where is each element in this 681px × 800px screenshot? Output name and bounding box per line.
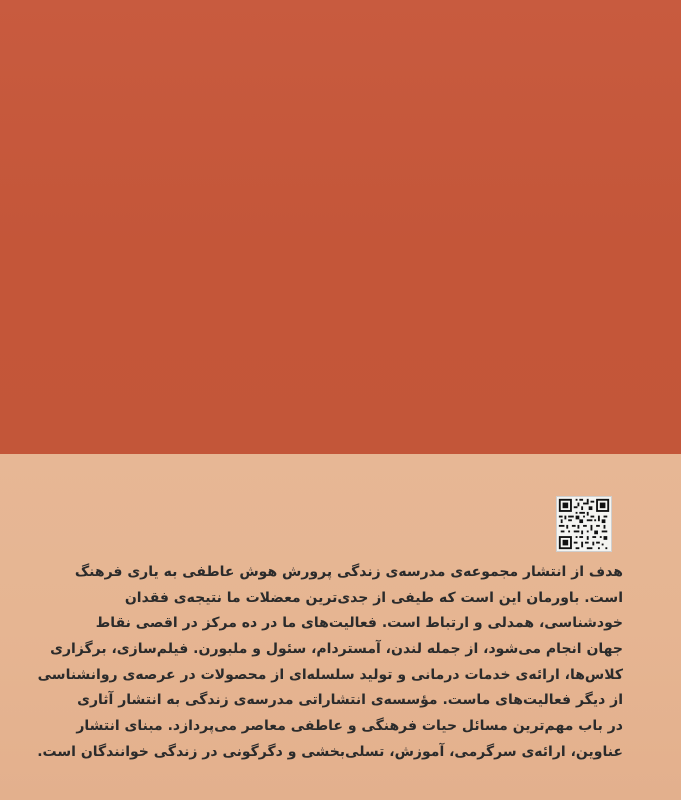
description-line-3: خودشناسی، همدلی و ارتباط است. فعالیت‌های ما در ده مرکز در اقصی نقاط	[95, 615, 623, 632]
description-line-1: هدف از انتشار مجموعه‌ی مدرسه‌ی زندگی پرورش هوش عاطفی به یاری فرهنگ	[74, 564, 623, 580]
description-line-2: است. باورمان این است که طیفی از جدی‌ترین معضلات ما نتیجه‌ی فقدان	[124, 589, 623, 606]
description-line-7: در باب مهم‌ترین مسائل حیات فرهنگی و عاطفی معاصر می‌پردازد. مبنای انتشار	[76, 718, 623, 735]
qr-code-graphic	[557, 497, 611, 551]
description-line-5: کلاس‌ها، ارائه‌ی خدمات درمانی و تولید سلسله‌ای از محصولات در عرصه‌ی روانشناسی	[37, 666, 623, 683]
description-line-4: جهان انجام می‌شود، از جمله لندن، آمستردام، سئول و ملبورن. فیلم‌سازی، برگزاری	[50, 641, 623, 658]
back-cover-description	[37, 560, 623, 766]
qr-code-icon	[556, 496, 612, 552]
description-line-8: عناوین، ارائه‌ی سرگرمی، آموزش، تسلی‌بخشی و دگرگونی در زندگی خوانندگان است.	[37, 743, 623, 760]
description-line-6: از دیگر فعالیت‌های ماست. مؤسسه‌ی انتشاراتی مدرسه‌ی زندگی به انتشار آثاری	[77, 692, 623, 709]
